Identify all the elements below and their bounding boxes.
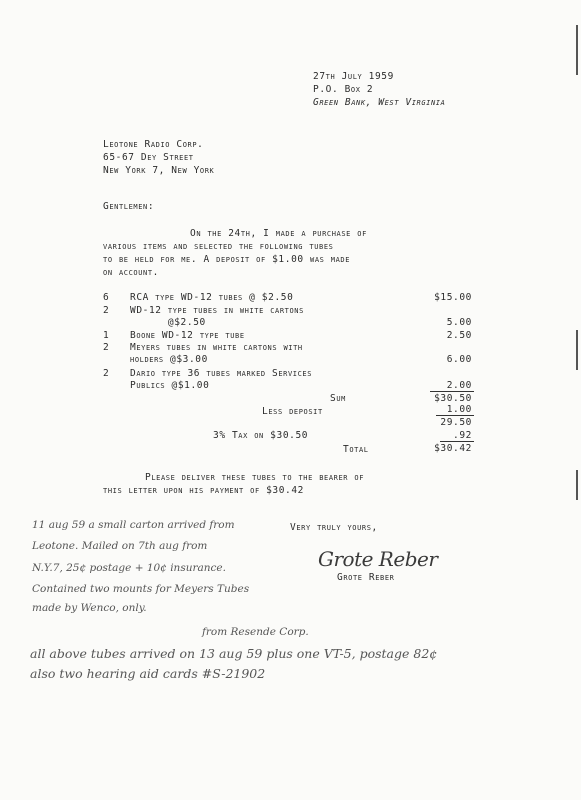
item-amount: 5.00	[446, 317, 472, 328]
item-qty: 1	[103, 330, 110, 341]
sum-rule	[430, 391, 474, 392]
item-qty: 6	[103, 292, 110, 303]
intro-line: On the 24th, I made a purchase of	[190, 228, 367, 239]
subtotal-value: 29.50	[440, 417, 472, 428]
intro-line: on account.	[103, 267, 159, 278]
tax-rule	[440, 441, 474, 442]
recipient-city: New York 7, New York	[103, 165, 215, 176]
sender-city: Green Bank, West Virginia	[313, 97, 446, 108]
handwritten-note-line: Contained two mounts for Meyers Tubes	[32, 583, 250, 595]
scan-edge-mark	[576, 25, 578, 75]
item-amount: $15.00	[434, 292, 472, 303]
signature: Grote Reber	[318, 547, 438, 571]
item-description: @$2.50	[130, 317, 206, 328]
handwritten-note-line: made by Wenco, only.	[32, 602, 147, 614]
item-qty: 2	[103, 368, 110, 379]
intro-line: various items and selected the following tubes	[103, 241, 334, 252]
item-description: holders @$3.00	[130, 354, 208, 365]
item-qty: 2	[103, 305, 110, 316]
item-description: WD-12 type tubes in white cartons	[130, 305, 304, 316]
item-amount: 6.00	[446, 354, 472, 365]
item-description: Dario type 36 tubes marked Services	[130, 368, 313, 379]
item-description: RCA type WD-12 tubes @ $2.50	[130, 292, 294, 303]
recipient-street: 65-67 Dey Street	[103, 152, 194, 163]
total-label: Total	[343, 444, 369, 455]
salutation: Gentlemen:	[103, 201, 155, 212]
closing-line: this letter upon his payment of $30.42	[103, 485, 305, 496]
sum-value: $30.50	[434, 393, 472, 404]
item-amount: 2.50	[446, 330, 472, 341]
deposit-label: Less deposit	[262, 406, 323, 417]
intro-line: to be held for me. A deposit of $1.00 was made	[103, 254, 351, 265]
handwritten-note-line: all above tubes arrived on 13 aug 59 plus one VT-5, postage 82¢	[30, 646, 438, 661]
closing-line: Please deliver these tubes to the bearer of	[145, 472, 365, 483]
item-description: Boone WD-12 type tube	[130, 330, 245, 341]
handwritten-insertion: from Resende Corp.	[202, 626, 309, 638]
item-description: Meyers tubes in white cartons with	[130, 342, 303, 353]
typed-name: Grote Reber	[337, 572, 395, 583]
letter-date: 27th July 1959	[313, 71, 394, 82]
scan-edge-mark	[576, 470, 578, 500]
deposit-rule	[436, 415, 474, 416]
valediction: Very truly yours,	[290, 522, 378, 533]
item-amount: 2.00	[446, 380, 472, 391]
recipient-company: Leotone Radio Corp.	[103, 139, 204, 150]
deposit-value: 1.00	[446, 404, 472, 415]
handwritten-note-line: Leotone. Mailed on 7th aug from	[32, 540, 208, 552]
po-box: P.O. Box 2	[313, 84, 374, 95]
item-description: Publics @$1.00	[130, 380, 210, 391]
sum-label: Sum	[330, 393, 346, 404]
scan-edge-mark	[576, 330, 578, 370]
handwritten-note-line: 11 aug 59 a small carton arrived from	[32, 519, 235, 531]
total-value: $30.42	[434, 443, 472, 454]
tax-label: 3% Tax on $30.50	[213, 430, 309, 441]
tax-value: .92	[453, 430, 472, 441]
item-qty: 2	[103, 342, 110, 353]
handwritten-note-line: also two hearing aid cards #S-21902	[30, 666, 266, 681]
handwritten-note-line: N.Y.7, 25¢ postage + 10¢ insurance.	[32, 562, 226, 574]
